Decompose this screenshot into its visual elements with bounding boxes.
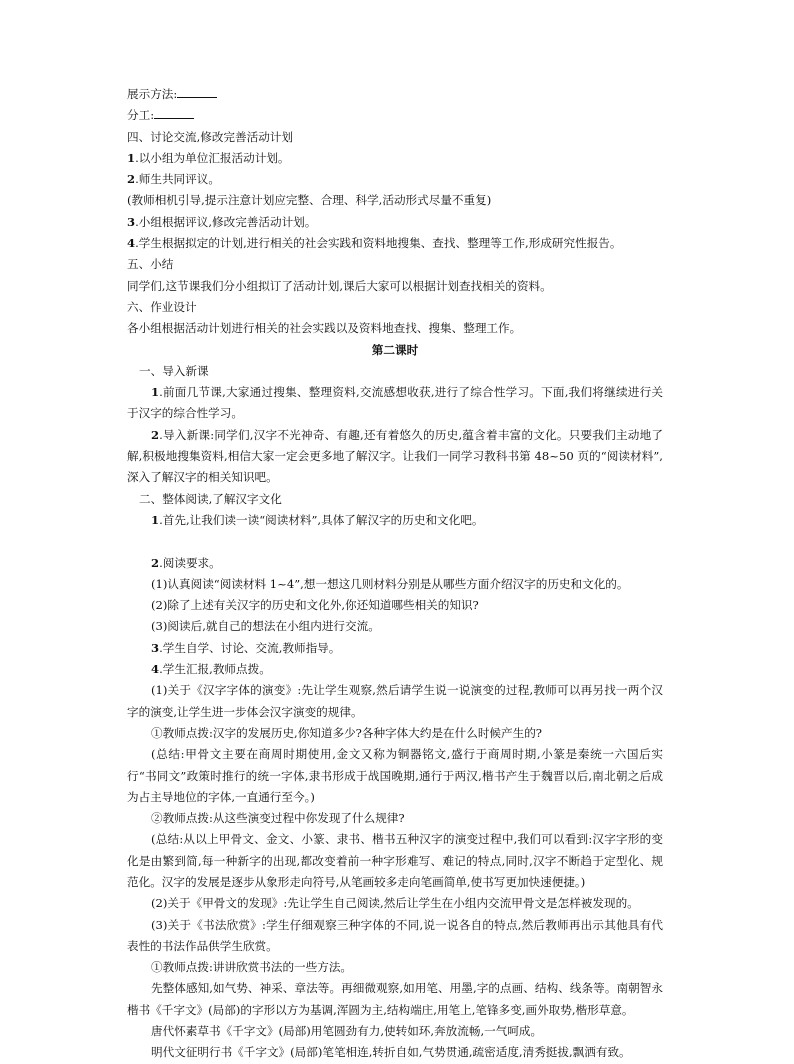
display-method-blank: [177, 87, 217, 98]
part2-r1-a1: (总结:甲骨文主要在商周时期使用,金文又称为铜器铭文,盛行于商周时期,小篆是秦统一六国后实行“书同文”政策时推行的统一字体,隶书形成于战国晚期,通行于两汉,楷书产生于魏晋以后,南北朝之后成为占主导地位的字体,一直通行至今。): [127, 747, 663, 804]
section6-heading: 六、作业设计: [127, 299, 197, 314]
division-line: [127, 105, 663, 126]
section6-text: 各小组根据活动计划进行相关的社会实践以及资料地查找、搜集、整理工作。: [127, 321, 522, 336]
part2-r3: (3)关于《书法欣赏》:学生仔细观察三种字体的不同,说一说各自的特点,然后教师再出示其他具有代表性的书法作品供学生欣赏。: [127, 917, 663, 953]
part2-r1-q1: ①教师点拨:汉字的发展历史,你知道多少?各种字体大约是在什么时候产生的?: [151, 725, 543, 740]
part2-req2: (2)除了上述有关汉字的历史和文化外,你还知道哪些相关的知识?: [151, 598, 479, 613]
part1-heading: 一、导入新课: [139, 363, 209, 378]
section5-heading: 五、小结: [127, 257, 174, 272]
section5-text: 同学们,这节课我们分小组拟订了活动计划,课后大家可以根据计划查找相关的资料。: [127, 278, 552, 293]
display-method-line: [127, 84, 663, 105]
part2-p2: 2.阅读要求。: [151, 555, 221, 570]
part2-r1: (1)关于《汉字字体的演变》:先让学生观察,然后请学生说一说演变的过程,教师可以再另找一两个汉字的演变,让学生进一步体会汉字演变的规律。: [127, 683, 663, 719]
part2-p1: 1.首先,让我们读一读“阅读材料”,具体了解汉字的历史和文化吧。: [151, 512, 484, 527]
part2-r3-t2: 唐代怀素草书《千字文》(局部)用笔圆劲有力,使转如环,奔放流畅,一气呵成。: [151, 1024, 543, 1039]
display-method-label: 展示方法:: [127, 87, 178, 101]
part2-p3: 3.学生自学、讨论、交流,教师指导。: [151, 640, 341, 655]
part2-r2: (2)关于《甲骨文的发现》:先让学生自己阅读,然后让学生在小组内交流甲骨文是怎样被发现的。: [151, 896, 639, 911]
division-blank: [154, 108, 194, 119]
part2-req3: (3)阅读后,就自己的想法在小组内进行交流。: [151, 619, 380, 634]
section4-item3: 3.小组根据评议,修改完善活动计划。: [127, 214, 317, 229]
part2-r3-q1: ①教师点拨:讲讲欣赏书法的一些方法。: [151, 960, 353, 975]
lesson2-title: 第二课时: [371, 342, 419, 357]
part2-r1-q2: ②教师点拨:从这些演变过程中你发现了什么规律?: [151, 811, 405, 826]
section4-note: (教师相机引导,提示注意计划应完整、合理、科学,活动形式尽量不重复): [127, 193, 492, 208]
part2-r1-a2: (总结:从以上甲骨文、金文、小篆、隶书、楷书五种汉字的演变过程中,我们可以看到:汉字字形的变化是由繁到简,每一种新字的出现,都改变着前一种字形难写、难记的特点,同时,汉字不断趋于定型化、规范化。汉字的发展是逐步从象形走向符号,从笔画较多走向笔画简单,使书写更加快速便捷。): [127, 832, 663, 889]
part2-r3-t1: 先整体感知,如气势、神采、章法等。再细微观察,如用笔、用墨,字的点画、结构、线条等。南朝智永楷书《千字文》(局部)的字形以方为基调,浑圆为主,结构端庄,用笔上,笔锋多变,画外取势,楷形草意。: [127, 981, 663, 1017]
blank-line: [127, 531, 663, 552]
part2-p4: 4.学生汇报,教师点拨。: [151, 662, 271, 677]
division-label: 分工:: [127, 108, 155, 123]
part2-req1: (1)认真阅读“阅读材料 1~4”,想一想这几则材料分别是从哪些方面介绍汉字的历史和文化的。: [151, 576, 629, 591]
part2-r3-t3: 明代文征明行书《千字文》(局部)笔笔相连,转折自如,气势贯通,疏密适度,清秀挺拔,飘洒有致。: [151, 1045, 631, 1060]
part2-heading: 二、整体阅读,了解汉字文化: [139, 491, 282, 506]
document-body: [127, 84, 663, 1064]
section4-heading: 四、讨论交流,修改完善活动计划: [127, 129, 293, 144]
section4-item2: 2.师生共同评议。: [127, 172, 220, 187]
section4-item4: 4.学生根据拟定的计划,进行相关的社会实践和资料地搜集、查找、整理等工作,形成研究性报告。: [127, 236, 622, 251]
part1-p2: 2.导入新课:同学们,汉字不光神奇、有趣,还有着悠久的历史,蕴含着丰富的文化。只要我们主动地了解,积极地搜集资料,相信大家一定会更多地了解汉字。让我们一同学习教科书第 48~50 页的“阅读材料”,深入了解汉字的相关知识吧。: [127, 427, 663, 485]
part1-p1: 1.前面几节课,大家通过搜集、整理资料,交流感想收获,进行了综合性学习。下面,我们将继续进行关于汉字的综合性学习。: [127, 385, 663, 421]
section4-item1: 1.以小组为单位汇报活动计划。: [127, 150, 290, 165]
